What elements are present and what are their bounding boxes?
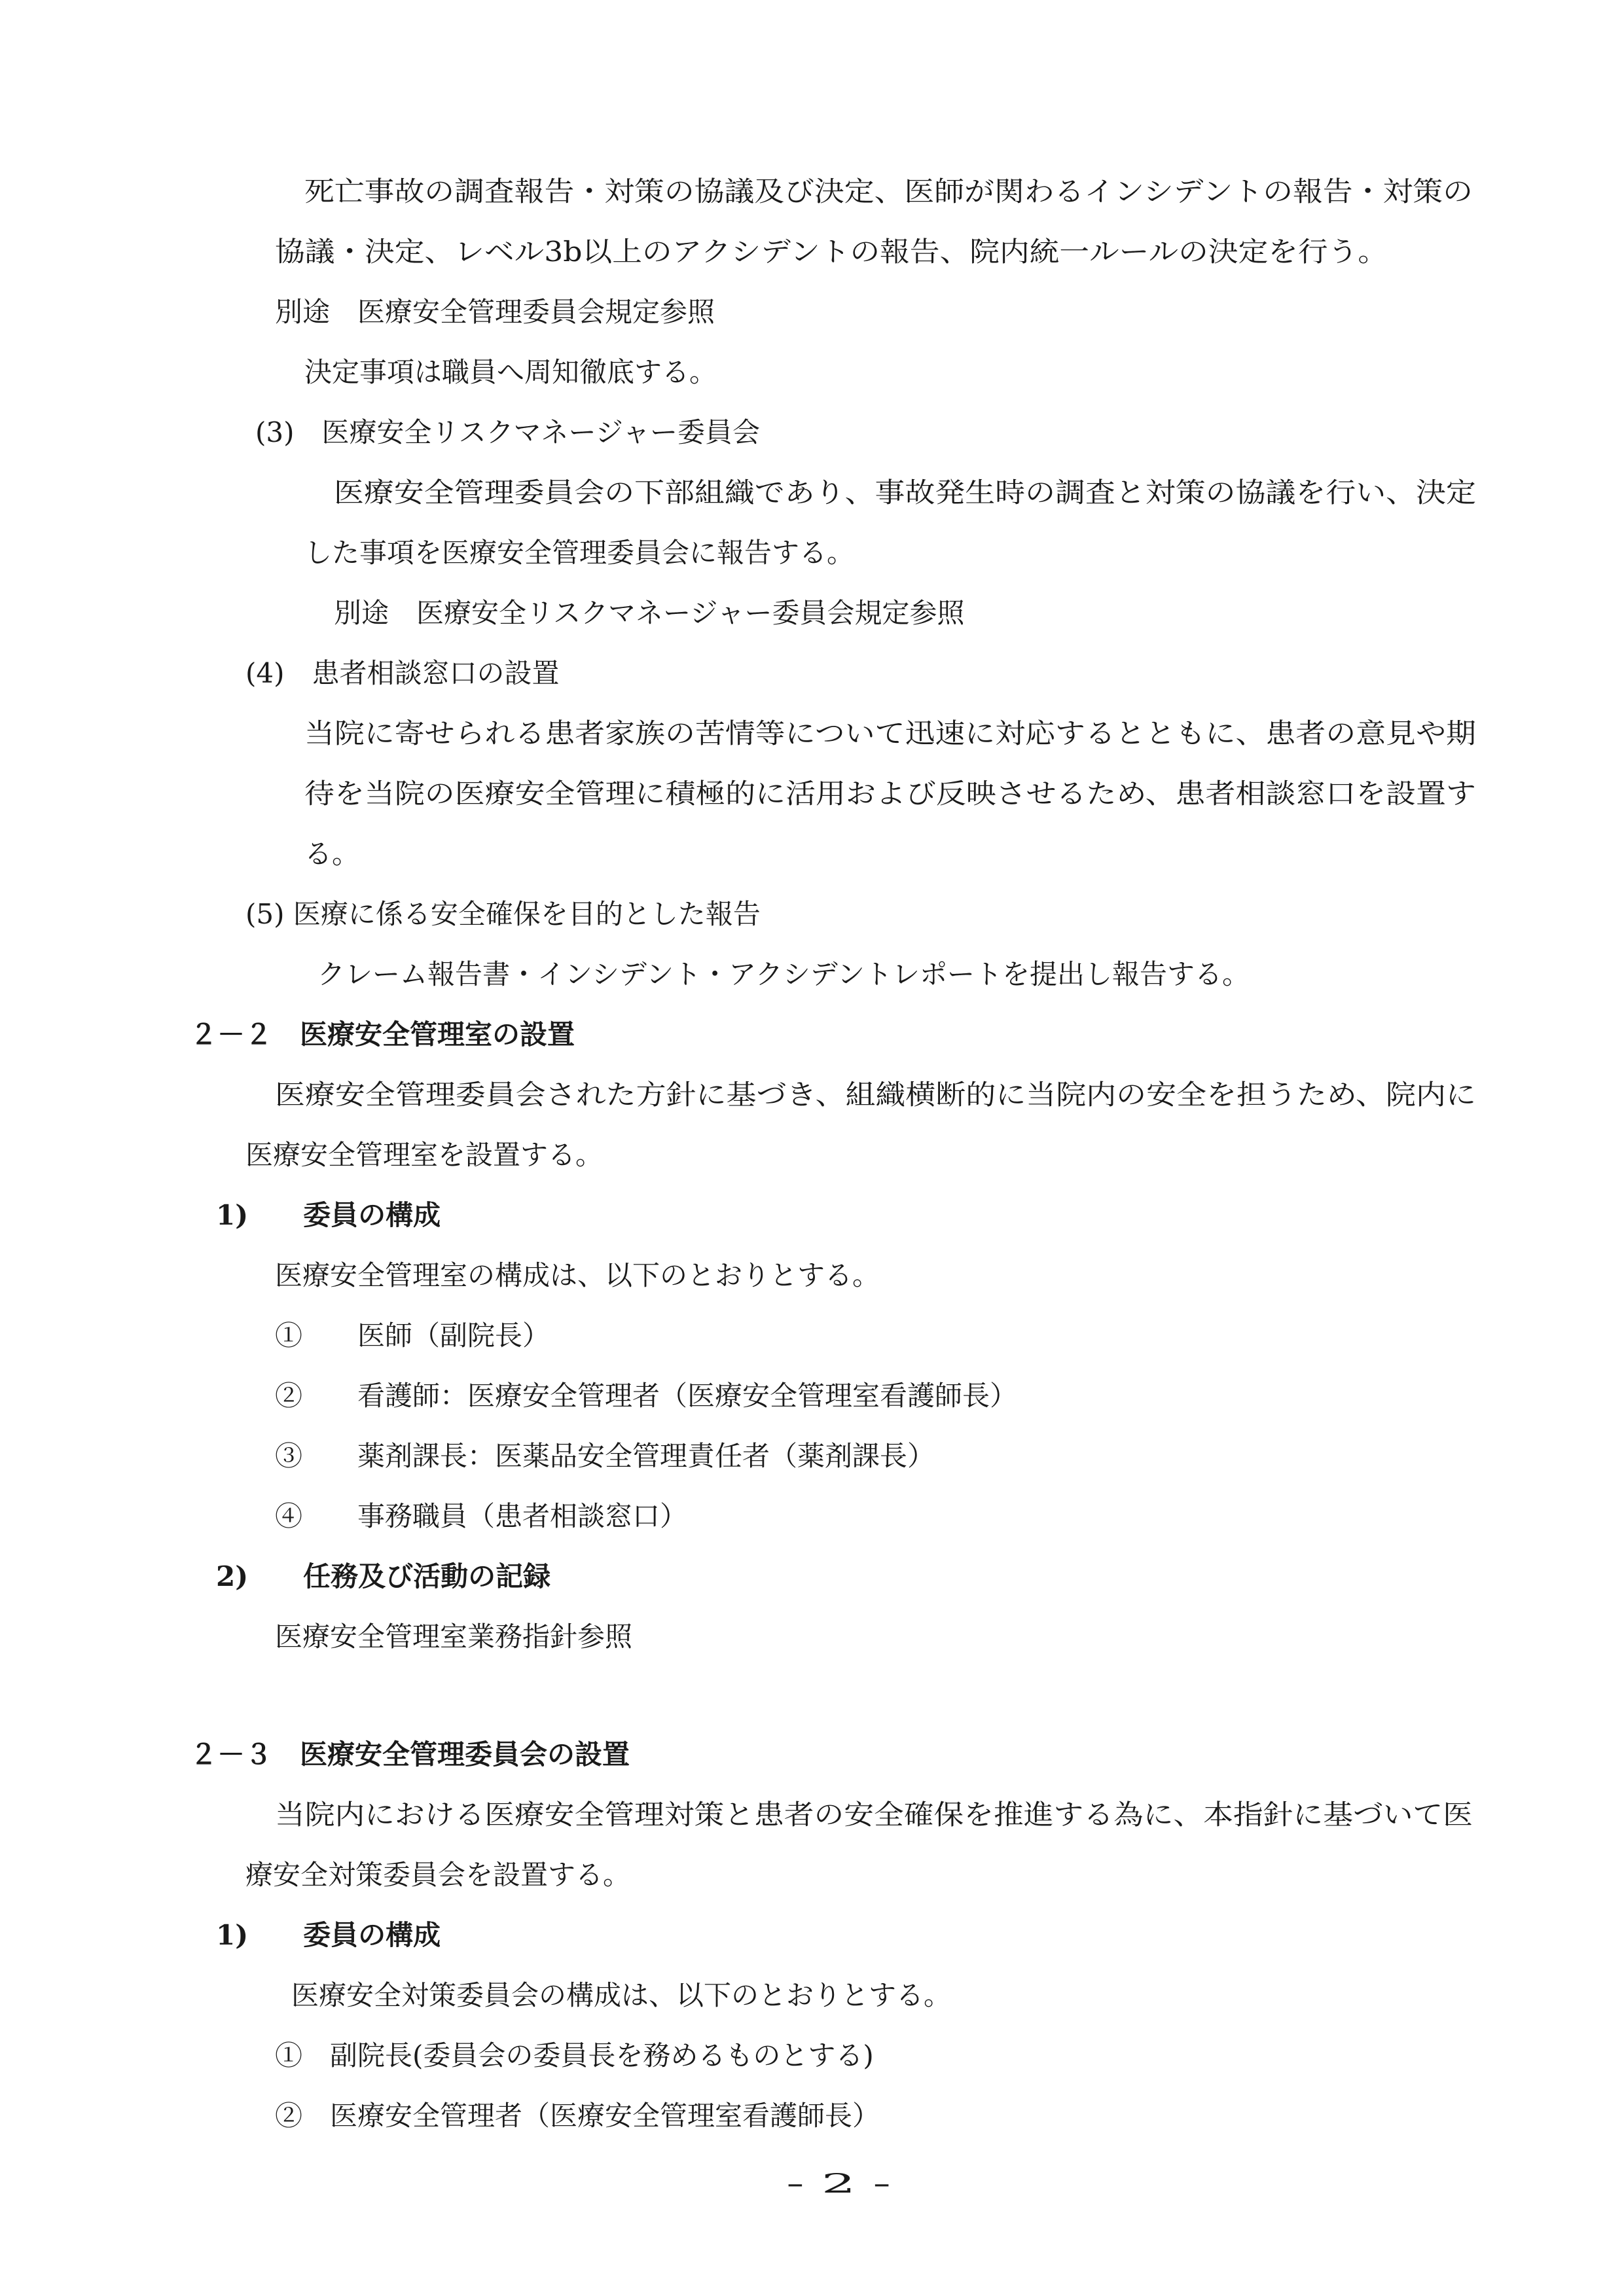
subsection-heading: (5) 医療に係る安全確保を目的とした報告	[245, 898, 761, 930]
section-heading: ２－２ 医療安全管理室の設置	[190, 1018, 575, 1050]
paragraph-line: る。	[304, 838, 360, 870]
paragraph-line: 別途 医療安全リスクマネージャー委員会規定参照	[334, 597, 965, 629]
list-item: ③ 薬剤課長：医薬品安全管理責任者（薬剤課長）	[275, 1440, 935, 1472]
list-item: ② 医療安全管理者（医療安全管理室看護師長）	[275, 2100, 880, 2132]
list-item: ④ 事務職員（患者相談窓口）	[275, 1500, 688, 1532]
paragraph-line: 医療安全管理委員会された方針に基づき、組織横断的に当院内の安全を担うため、院内に	[275, 1079, 1476, 1111]
list-item: ② 看護師：医療安全管理者（医療安全管理室看護師長）	[275, 1380, 1018, 1412]
paragraph-line: 待を当院の医療安全管理に積極的に活用および反映させるため、患者相談窓口を設置す	[304, 778, 1476, 810]
paragraph-line: 別途 医療安全管理委員会規定参照	[275, 296, 715, 328]
item-heading: 1) 委員の構成	[216, 1919, 441, 1951]
paragraph-line: 当院内における医療安全管理対策と患者の安全確保を推進する為に、本指針に基づいて医	[275, 1799, 1473, 1831]
item-heading: 2) 任務及び活動の記録	[216, 1560, 551, 1592]
paragraph-line: 医療安全管理委員会の下部組織であり、事故発生時の調査と対策の協議を行い、決定	[334, 476, 1476, 509]
paragraph-line: 医療安全管理室業務指針参照	[275, 1621, 633, 1653]
paragraph-line: 協議・決定、レベル3b以上のアクシデントの報告、院内統一ルールの決定を行う。	[275, 236, 1388, 268]
list-item: ① 副院長(委員会の委員長を務めるものとする)	[275, 2039, 874, 2072]
paragraph-line: 当院に寄せられる患者家族の苦情等について迅速に対応するとともに、患者の意見や期	[304, 717, 1476, 749]
section-heading: ２－３ 医療安全管理委員会の設置	[190, 1738, 630, 1770]
paragraph-line: 療安全対策委員会を設置する。	[245, 1859, 631, 1891]
item-heading: 1) 委員の構成	[216, 1199, 441, 1231]
paragraph-line: した事項を医療安全管理委員会に報告する。	[304, 537, 855, 569]
paragraph-line: 決定事項は職員へ周知徹底する。	[304, 356, 717, 388]
subsection-heading: (3) 医療安全リスクマネージャー委員会	[255, 416, 760, 448]
paragraph-line: 医療安全管理室の構成は、以下のとおりとする。	[275, 1259, 880, 1291]
list-item: ① 医師（副院長）	[275, 1319, 550, 1352]
page-number: - 2 -	[786, 2169, 892, 2199]
paragraph-line: クレーム報告書・インシデント・アクシデントレポートを提出し報告する。	[317, 958, 1250, 990]
paragraph-line: 医療安全管理室を設置する。	[245, 1139, 604, 1171]
subsection-heading: (4) 患者相談窓口の設置	[245, 657, 560, 689]
paragraph-line: 死亡事故の調査報告・対策の協議及び決定、医師が関わるインシデントの報告・対策の	[304, 175, 1473, 207]
paragraph-line: 医療安全対策委員会の構成は、以下のとおりとする。	[291, 1979, 952, 2011]
